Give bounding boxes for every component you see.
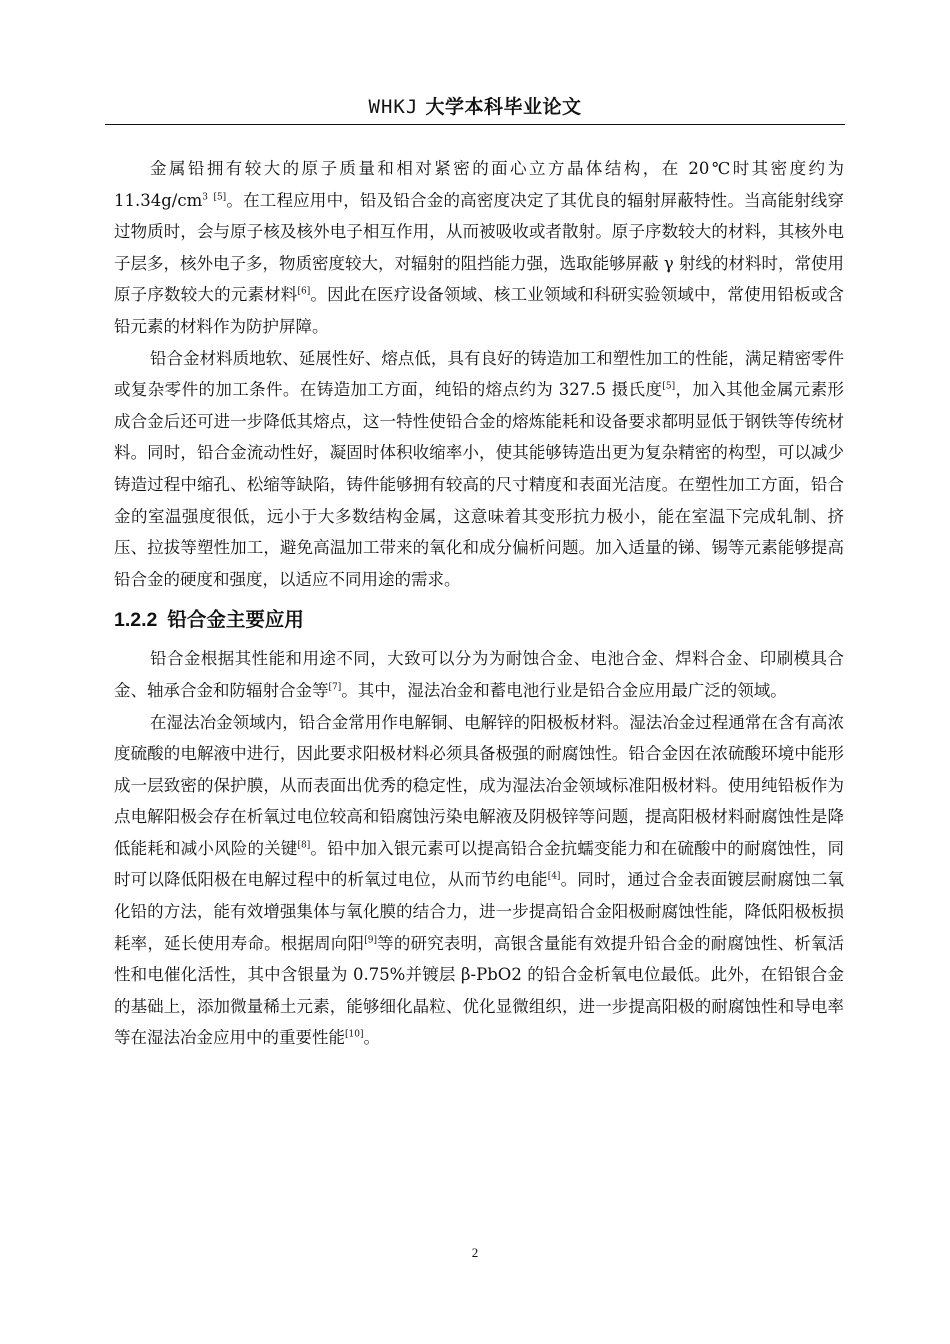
paragraph-text: 。在工程应用中，铅及铅合金的高密度决定了其优良的辐射屏蔽特性。当高能射线穿过物质时，会与原子核及核外电子相互作用，从而被吸收或者散射。原子序数较大的材料，其核外电子层多，核外电子多，物质密度较大，对辐射的阻挡能力强，选取能够屏蔽 γ 射线的材料时，常使用原子序数较大的元素材料 [114, 190, 845, 305]
header-latin: WHKJ [368, 96, 419, 118]
paragraph-text: 。因此在医疗设备领域、核工业领域和科研实验领域中，常使用铅板或含铅元素的材料作为防护屏障。 [114, 285, 845, 336]
section-number: 1.2.2 [114, 609, 158, 632]
section-title: 铅合金主要应用 [167, 608, 304, 632]
header-cjk: 大学本科毕业论文 [425, 96, 582, 118]
citation-superscript: 3 [202, 192, 208, 203]
paragraph-group-1 [114, 153, 844, 595]
paragraph-group-2 [114, 643, 844, 1054]
paragraph-text: 。 [363, 1028, 380, 1048]
citation-superscript: [4] [547, 871, 561, 882]
citation-superscript: [10] [345, 1029, 364, 1040]
paragraph-text: 。同时，通过合金表面镀层耐腐蚀二氧化铅的方法，能有效增强集体与氧化膜的结合力，进一步提高铅合金阳极耐腐蚀性能，降低阳极板损耗率，延长使用寿命。根据周向阳 [114, 870, 845, 953]
body-text [114, 153, 844, 1054]
paragraph-text: 铅合金根据其性能和用途不同，大致可以分为为耐蚀合金、电池合金、焊料合金、印刷模具合金、轴承合金和防辐射合金等 [114, 649, 844, 700]
citation-superscript: [7] [328, 682, 342, 693]
header-title [369, 96, 582, 118]
citation-superscript: [9] [364, 935, 377, 946]
body-paragraph [114, 153, 844, 343]
paragraph-text: 铅合金材料质地软、延展性好、熔点低，具有良好的铸造加工和塑性加工的性能，满足精密零件或复杂零件的加工条件。在铸造加工方面，纯铅的熔点约为 327.5 摄氏度 [114, 348, 844, 400]
citation-superscript: [8] [297, 840, 311, 851]
paragraph-text: 等的研究表明，高银含量能有效提升铅合金的耐腐蚀性、析氧活性和电催化活性，其中含银量为 0.75%并镀层 β-PbO2 的铅合金析氧电位最低。此外，在铅银合金的基础上，添加微量稀土元素，能够细化晶粒、优化显微组织，进一步提高阳极的耐腐蚀性和导电率等在湿法冶金应用中的重要性能 [114, 933, 845, 1048]
paragraph-text: 金属铅拥有较大的原子质量和相对紧密的面心立方晶体结构，在 20℃时其密度约为 11.34g/cm [114, 159, 844, 210]
paragraph-text: 。其中，湿法冶金和蓄电池行业是铅合金应用最广泛的领域。 [341, 680, 787, 700]
body-paragraph [114, 707, 844, 1055]
paragraph-text: ，加入其他金属元素形成合金后还可进一步降低其熔点，这一特性使铅合金的熔炼能耗和设备要求都明显低于钢铁等传统材料。同时，铅合金流动性好，凝固时体积收缩率小，使其能够铸造出更为复杂精密的构型，可以减少铸造过程中缩孔、松缩等缺陷，铸件能够拥有较高的尺寸精度和表面光洁度。在塑性加工方面，铅合金的室温强度很低，远小于大多数结构金属，这意味着其变形抗力极小，能在室温下完成轧制、挤压、拉拔等塑性加工，避免高温加工带来的氧化和成分偏析问题。加入适量的锑、锡等元素能够提高铅合金的硬度和强度，以适应不同用途的需求。 [114, 380, 844, 589]
paragraph-text: 在湿法冶金领域内，铅合金常用作电解铜、电解锌的阳极板材料。湿法冶金过程通常在含有高浓度硫酸的电解液中进行，因此要求阳极材料必须具备极强的耐腐蚀性。铅合金因在浓硫酸环境中能形成一层致密的保护膜，从而表面出优秀的稳定性，成为湿法冶金领域标准阳极材料。使用纯铅板作为点电解阳极会存在析氧过电位较高和铅腐蚀污染电解液及阴极锌等问题，提高阳极材料耐腐蚀性是降低能耗和减小风险的关键 [114, 712, 844, 858]
paragraph-text: 。铅中加入银元素可以提高铅合金抗蠕变能力和在硫酸中的耐腐蚀性，同时可以降低阳极在电解过程中的析氧过电位，从而节约电能 [114, 838, 845, 890]
citation-superscript: [5] [662, 381, 676, 392]
citation-superscript: [5] [213, 192, 227, 203]
page-number: 2 [471, 1245, 479, 1260]
body-paragraph [114, 343, 844, 596]
body-paragraph [114, 643, 844, 706]
citation-superscript: [6] [297, 286, 311, 297]
page-header [105, 92, 845, 125]
section-heading [114, 603, 844, 637]
